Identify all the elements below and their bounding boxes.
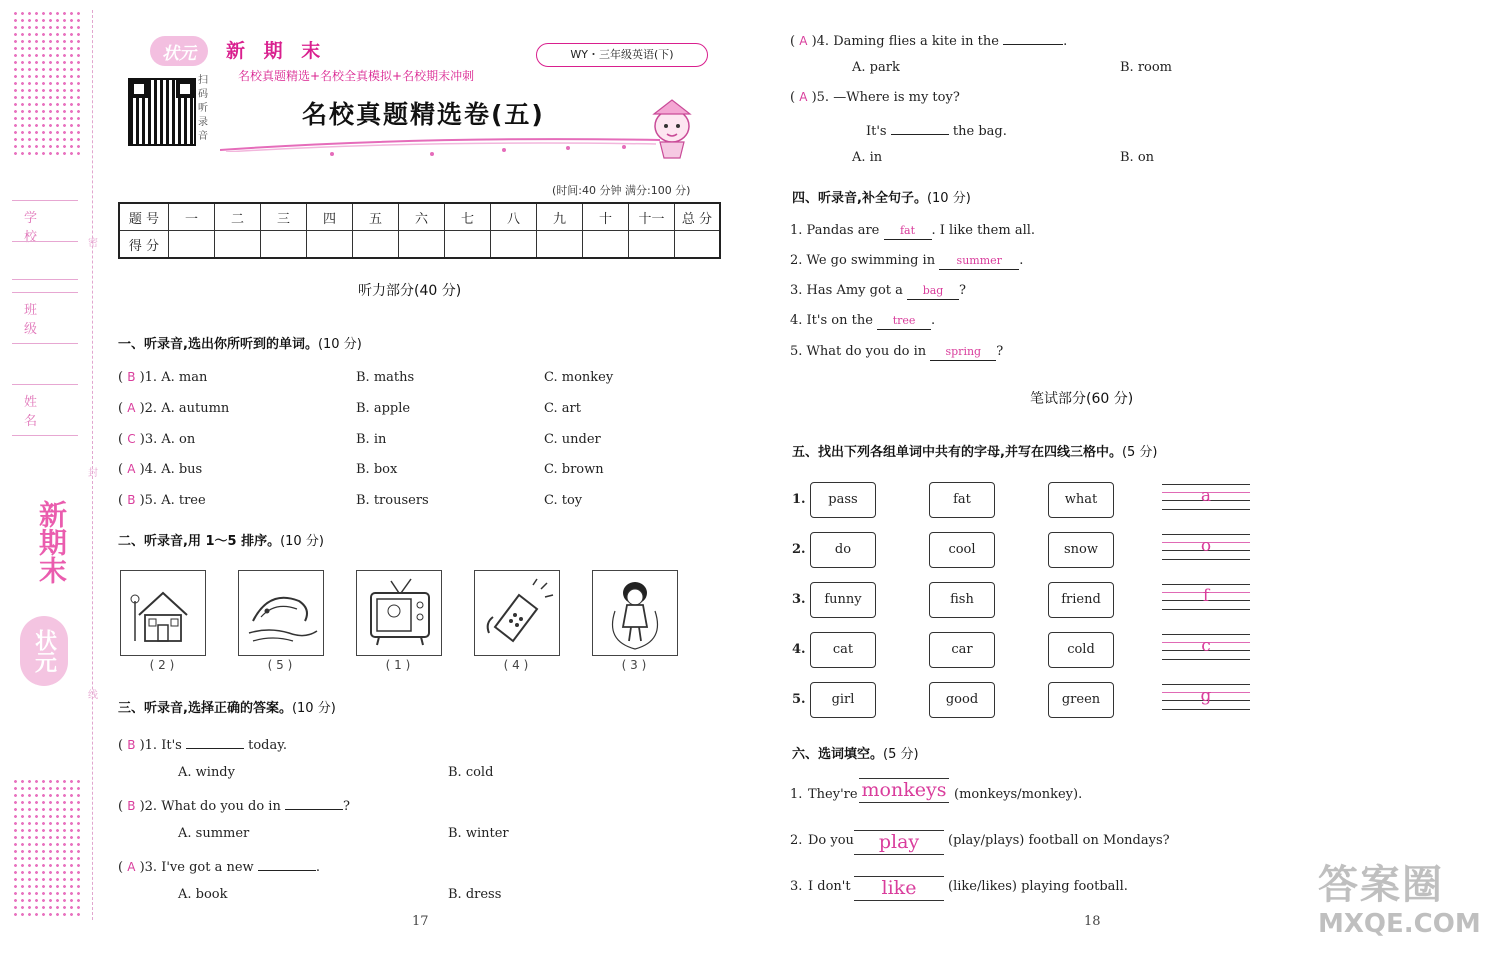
option-c: C. toy — [544, 493, 583, 508]
sentence-item: 2. We go swimming in summer . — [790, 253, 1024, 268]
grade-pill: WY・三年级英语(下) — [536, 43, 708, 67]
score-header-cell: 题 号 — [119, 203, 169, 231]
score-header-cell: 二 — [215, 203, 261, 231]
word-box: girl — [810, 682, 876, 718]
qr-caption: 扫码听录音 — [198, 75, 208, 142]
word-box: do — [810, 532, 876, 568]
logo-title: 新 期 末 — [226, 40, 327, 62]
word-box: pass — [810, 482, 876, 518]
order-answer[interactable]: ( 4 ) — [503, 658, 529, 672]
word-box: snow — [1048, 532, 1114, 568]
decor-dot — [502, 148, 506, 152]
option-c: C. brown — [544, 462, 604, 477]
seal-mark-3: 线 — [88, 690, 98, 701]
score-row-label: 得 分 — [119, 231, 169, 259]
list-item: ( A )2. A. autumn — [118, 401, 230, 416]
answer-blank[interactable] — [285, 795, 343, 810]
school-label: 学 校 — [24, 211, 56, 245]
score-cell[interactable] — [169, 231, 215, 259]
option-b: B. apple — [356, 401, 411, 416]
fill-item-num: 3. — [790, 879, 803, 894]
fill-item-after: (like/likes) playing football. — [948, 879, 1128, 894]
class-field[interactable] — [12, 292, 78, 344]
row-number: 5. — [792, 692, 806, 707]
word-box: cold — [1048, 632, 1114, 668]
telephone-icon — [475, 571, 559, 655]
fill-item-num: 2. — [790, 833, 803, 848]
answer-blank[interactable] — [186, 734, 244, 749]
picture-telephone — [474, 570, 560, 656]
answer-blank[interactable]: spring — [930, 346, 996, 361]
list-item: ( B )5. A. tree — [118, 493, 206, 508]
fill-answer: like — [881, 877, 917, 899]
row-number: 2. — [792, 542, 806, 557]
picture-shrimp — [238, 570, 324, 656]
logo-badge: 状元 — [150, 36, 208, 66]
row-number: 3. — [792, 592, 806, 607]
word-box: friend — [1048, 582, 1114, 618]
page-title: 名校真题精选卷(五) — [302, 100, 545, 129]
seal-mark-2: 封 — [88, 468, 98, 479]
section3-heading: 三、听录音,选择正确的答案。(10 分) — [118, 701, 336, 716]
decor-dot — [566, 146, 570, 150]
option-a: A. in — [852, 150, 883, 165]
row-number: 4. — [792, 642, 806, 657]
option-a: A. windy — [178, 765, 235, 780]
list-item: ( A )4. A. bus — [118, 462, 203, 477]
fill-answer-field[interactable] — [859, 778, 949, 804]
score-header-cell: 七 — [445, 203, 491, 231]
score-cell[interactable] — [675, 231, 721, 259]
score-cell[interactable] — [629, 231, 675, 259]
order-answer[interactable]: ( 1 ) — [385, 658, 411, 672]
question-stem: ( B )2. What do you do in ? — [118, 795, 350, 814]
section1-heading: 一、听录音,选出你所听到的单词。(10 分) — [118, 337, 362, 352]
row-number: 1. — [792, 492, 806, 507]
sidebar-dot-pattern-bottom — [12, 778, 82, 918]
score-header-cell: 十 — [583, 203, 629, 231]
sentence-item: 4. It's on the tree . — [790, 313, 936, 328]
option-a: A. park — [852, 60, 900, 75]
scholar-mascot-icon — [636, 92, 706, 162]
word-box: cat — [810, 632, 876, 668]
girl-jump-rope-icon — [593, 571, 677, 655]
option-c: C. under — [544, 432, 601, 447]
word-box: good — [929, 682, 995, 718]
score-table-header-row — [119, 203, 720, 231]
score-cell[interactable] — [583, 231, 629, 259]
fill-item-before: Do you — [808, 833, 854, 848]
score-cell[interactable] — [445, 231, 491, 259]
option-b: B. room — [1120, 60, 1173, 75]
answer-letter: o — [1200, 536, 1212, 556]
watermark-line2: MXQE.COM — [1318, 909, 1481, 939]
four-line-grid[interactable] — [1162, 484, 1250, 510]
score-header-cell: 五 — [353, 203, 399, 231]
page-number-left: 17 — [412, 914, 429, 929]
answer-blank[interactable] — [258, 856, 316, 871]
section4-heading: 四、听录音,补全句子。(10 分) — [792, 191, 971, 206]
word-box: funny — [810, 582, 876, 618]
score-header-cell: 四 — [307, 203, 353, 231]
four-line-grid[interactable] — [1162, 684, 1250, 710]
fill-item-after: (monkeys/monkey). — [954, 787, 1083, 802]
order-answer[interactable]: ( 5 ) — [267, 658, 293, 672]
option-c: C. monkey — [544, 370, 614, 385]
answer-blank[interactable]: fat — [884, 225, 932, 240]
class-label: 班 级 — [24, 303, 56, 337]
four-line-grid[interactable] — [1162, 584, 1250, 610]
list-item: ( B )1. A. man — [118, 370, 208, 385]
sidebar-dot-pattern-top — [12, 10, 82, 156]
option-a: A. summer — [178, 826, 250, 841]
name-label: 姓 名 — [24, 395, 56, 429]
shrimp-icon — [239, 571, 323, 655]
seal-mark-1: 密 — [88, 238, 98, 249]
school-field[interactable] — [12, 200, 78, 280]
answer-blank[interactable] — [1003, 30, 1063, 45]
option-b: B. box — [356, 462, 398, 477]
option-b: B. maths — [356, 370, 415, 385]
title-swoosh-decoration — [220, 134, 660, 152]
list-item: ( C )3. A. on — [118, 432, 196, 447]
sidebar-badge: 状元 — [20, 616, 68, 686]
score-header-cell: 三 — [261, 203, 307, 231]
option-b: B. in — [356, 432, 387, 447]
answer-blank[interactable]: bag — [907, 285, 959, 300]
word-box: car — [929, 632, 995, 668]
fill-item-after: (play/plays) football on Mondays? — [948, 833, 1170, 848]
watermark-line1: 答案圈 — [1318, 862, 1444, 908]
question-stem: ( A )4. Daming flies a kite in the . — [790, 30, 1067, 49]
score-cell[interactable] — [399, 231, 445, 259]
section2-heading: 二、听录音,用 1～5 排序。(10 分) — [118, 534, 324, 549]
question-stem: ( A )5. —Where is my toy? — [790, 90, 960, 105]
word-box: fat — [929, 482, 995, 518]
order-answer[interactable]: ( 3 ) — [621, 658, 647, 672]
answer-letter: g — [1200, 686, 1212, 706]
option-b: B. cold — [448, 765, 494, 780]
sidebar-brand: 新期末 — [35, 500, 68, 584]
option-b: B. dress — [448, 887, 502, 902]
answer-blank[interactable]: tree — [877, 315, 931, 330]
listening-part-heading: 听力部分(40 分) — [358, 283, 462, 299]
option-c: C. art — [544, 401, 581, 416]
subtitle: 名校真题精选+名校全真模拟+名校期末冲刺 — [238, 69, 475, 83]
four-line-grid[interactable] — [1162, 634, 1250, 660]
fill-answer-field[interactable] — [854, 876, 944, 902]
question-stem: ( A )3. I've got a new . — [118, 856, 320, 875]
score-cell[interactable] — [353, 231, 399, 259]
watermark-logo — [1318, 862, 1494, 952]
option-b: B. on — [1120, 150, 1155, 165]
score-cell[interactable] — [537, 231, 583, 259]
score-header-cell: 九 — [537, 203, 583, 231]
decor-dot — [622, 145, 626, 149]
sentence-item: 5. What do you do in spring ? — [790, 344, 1004, 359]
question-stem: ( B )1. It's today. — [118, 734, 287, 753]
fill-answer: play — [878, 831, 920, 853]
time-info: (时间:40 分钟 满分:100 分) — [552, 184, 691, 197]
word-box: cool — [929, 532, 995, 568]
page-number-right: 18 — [1084, 914, 1101, 929]
answer-blank[interactable] — [891, 120, 949, 135]
score-header-cell: 一 — [169, 203, 215, 231]
word-box: green — [1048, 682, 1114, 718]
decor-dot — [430, 152, 434, 156]
answer-letter: a — [1200, 486, 1212, 506]
score-header-cell: 八 — [491, 203, 537, 231]
score-cell[interactable] — [215, 231, 261, 259]
qr-code-icon[interactable] — [128, 78, 196, 146]
question-stem-line2: It's the bag. — [866, 120, 1007, 139]
option-a: A. book — [178, 887, 228, 902]
word-box: what — [1048, 482, 1114, 518]
score-cell[interactable] — [491, 231, 537, 259]
fill-answer: monkeys — [861, 779, 947, 801]
sentence-item: 3. Has Amy got a bag ? — [790, 283, 967, 298]
four-line-grid[interactable] — [1162, 534, 1250, 560]
order-answer[interactable]: ( 2 ) — [149, 658, 175, 672]
answer-blank[interactable]: summer — [939, 255, 1019, 270]
score-cell[interactable] — [261, 231, 307, 259]
fill-answer-field[interactable] — [854, 830, 944, 856]
score-header-cell: 六 — [399, 203, 445, 231]
house-icon — [121, 571, 205, 655]
picture-tv — [356, 570, 442, 656]
option-b: B. winter — [448, 826, 509, 841]
answer-letter: c — [1201, 636, 1211, 656]
picture-house — [120, 570, 206, 656]
word-box: fish — [929, 582, 995, 618]
fill-item-num: 1. — [790, 787, 803, 802]
score-table-score-row — [119, 231, 720, 259]
sentence-item: 1. Pandas are fat . I like them all. — [790, 223, 1036, 238]
section5-heading: 五、找出下列各组单词中共有的字母,并写在四线三格中。(5 分) — [792, 445, 1158, 460]
score-table — [118, 202, 721, 259]
score-cell[interactable] — [307, 231, 353, 259]
writing-part-heading: 笔试部分(60 分) — [1030, 391, 1134, 407]
score-header-cell: 十一 — [629, 203, 675, 231]
fill-item-before: I don't — [808, 879, 851, 894]
picture-girl-jump-rope — [592, 570, 678, 656]
option-b: B. trousers — [356, 493, 429, 508]
tv-icon — [357, 571, 441, 655]
decor-dot — [330, 152, 334, 156]
section6-heading: 六、选词填空。(5 分) — [792, 747, 919, 762]
fill-item-before: They're — [808, 787, 858, 802]
answer-letter: f — [1202, 586, 1210, 606]
name-field[interactable] — [12, 384, 78, 436]
score-header-cell: 总 分 — [675, 203, 721, 231]
